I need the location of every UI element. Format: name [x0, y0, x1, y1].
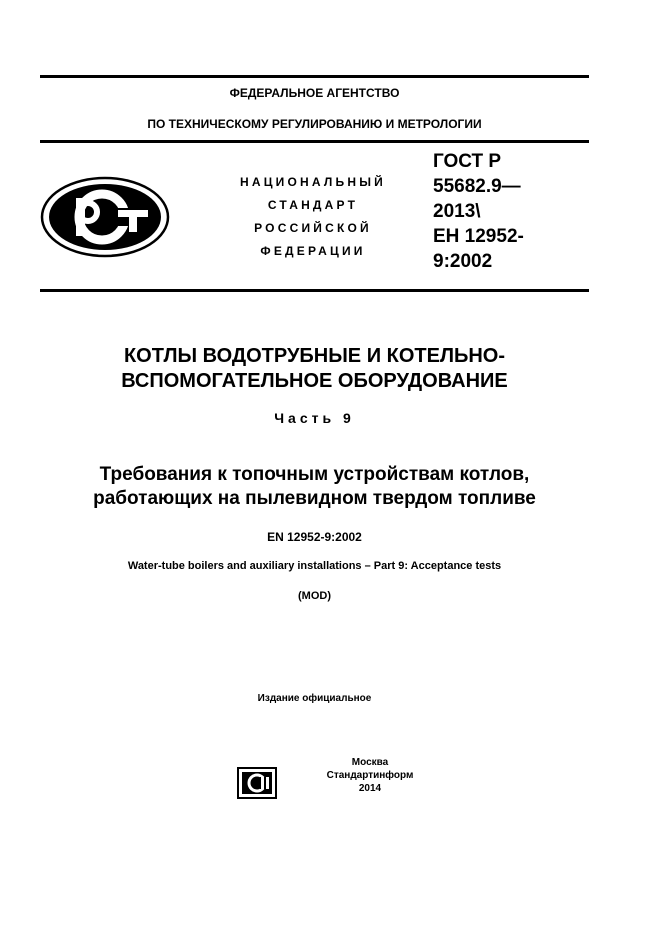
gost-designation-line-2: 55682.9—: [433, 176, 521, 197]
standard-type-line-1: НАЦИОНАЛЬНЫЙ: [239, 175, 387, 189]
subtitle-line-1: Требования к топочным устройствам котлов,: [99, 464, 530, 485]
gost-designation-line-3: 2013\: [433, 201, 481, 222]
gost-designation-line-5: 9:2002: [433, 251, 493, 272]
publisher-name: Стандартинформ: [326, 770, 414, 781]
standard-type-line-3: РОССИЙСКОЙ: [254, 221, 372, 235]
agency-line-2: ПО ТЕХНИЧЕСКОМУ РЕГУЛИРОВАНИЮ И МЕТРОЛОГИИ: [147, 117, 482, 131]
designation-rule: [40, 289, 589, 292]
top-rule: [40, 75, 589, 78]
publisher-city: Москва: [351, 757, 389, 768]
rst-logo-icon: [40, 176, 170, 258]
subtitle-line-2: работающих на пылевидном твердом топливе: [93, 488, 536, 509]
reference-mod: (MOD): [298, 590, 331, 602]
document-title-line-1: КОТЛЫ ВОДОТРУБНЫЕ И КОТЕЛЬНО-: [123, 345, 506, 367]
document-title-line-2: ВСПОМОГАТЕЛЬНОЕ ОБОРУДОВАНИЕ: [121, 370, 508, 392]
standartinform-logo-icon: [237, 767, 277, 799]
standard-type-line-4: ФЕДЕРАЦИИ: [260, 244, 366, 258]
publisher-year: 2014: [358, 783, 382, 794]
header-rule: [40, 140, 589, 143]
reference-code: EN 12952-9:2002: [267, 530, 362, 544]
edition-label: Издание официальное: [257, 693, 372, 704]
reference-english-title: Water-tube boilers and auxiliary installations – Part 9: Acceptance tests: [127, 560, 502, 572]
gost-designation-line-1: ГОСТ Р: [433, 151, 502, 172]
standard-type-line-2: СТАНДАРТ: [267, 198, 359, 212]
part-number: Часть 9: [274, 410, 355, 426]
agency-line-1: ФЕДЕРАЛЬНОЕ АГЕНТСТВО: [229, 86, 400, 100]
gost-designation-line-4: ЕН 12952-: [433, 226, 524, 247]
